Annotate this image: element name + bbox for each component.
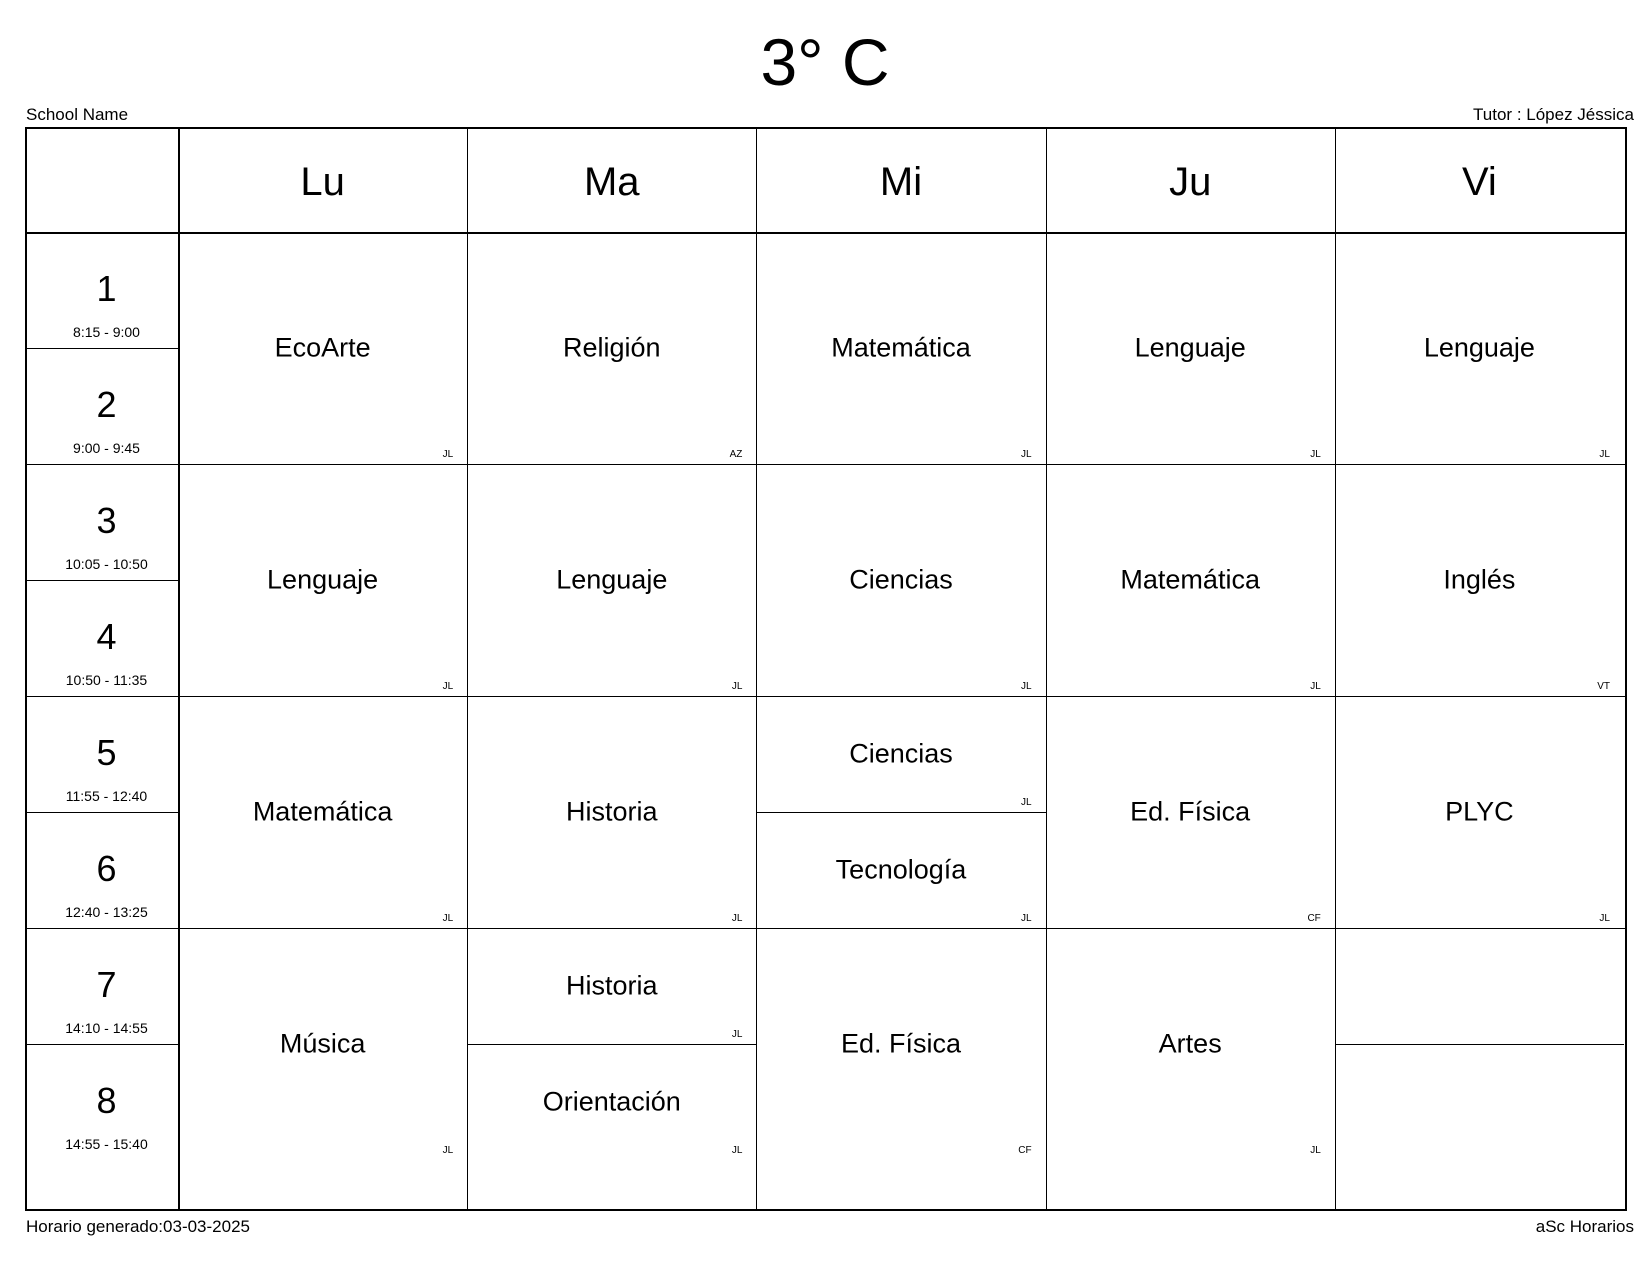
lesson-cell[interactable] [178, 232, 467, 464]
page-title: 3° C [760, 25, 890, 99]
period-number: 5 [96, 732, 117, 773]
lesson-teacher: JL [731, 681, 743, 692]
period-number: 3 [96, 500, 117, 541]
grid-divider [27, 348, 178, 349]
lesson-teacher: JL [731, 1145, 743, 1156]
lesson-teacher: JL [1599, 913, 1610, 924]
period-time: 11:55 - 12:40 [65, 788, 148, 804]
timetable-grid [25, 127, 1627, 1211]
lesson-cell[interactable] [756, 232, 1045, 464]
lesson-cell[interactable] [1046, 464, 1335, 696]
lesson-teacher: JL [731, 1029, 743, 1040]
school-name: School Name [26, 105, 129, 124]
grid-divider [27, 696, 178, 697]
lesson-subject: Matemática [252, 796, 393, 827]
lesson-teacher: CF [1018, 1145, 1032, 1156]
period-time: 14:55 - 15:40 [65, 1136, 148, 1152]
lesson-cell[interactable] [467, 464, 756, 696]
period-time: 10:05 - 10:50 [65, 556, 148, 572]
lesson-cell[interactable] [756, 464, 1045, 696]
lesson-cell[interactable] [1046, 696, 1335, 928]
period-number: 4 [96, 616, 117, 657]
period-number: 8 [96, 1080, 117, 1121]
grid-divider [27, 464, 178, 465]
lesson-subject: Historia [566, 796, 658, 827]
lesson-cell[interactable] [467, 696, 756, 928]
lesson-teacher: JL [1310, 1145, 1321, 1156]
lesson-subject: Lenguaje [267, 564, 379, 595]
lesson-cell[interactable] [756, 928, 1045, 1160]
period-time: 8:15 - 9:00 [73, 324, 140, 340]
period-time: 12:40 - 13:25 [65, 904, 148, 920]
lesson-teacher: JL [1021, 681, 1032, 692]
lesson-teacher: JL [442, 1145, 454, 1156]
lesson-teacher: JL [731, 913, 743, 924]
lesson-subject: Religión [563, 332, 661, 363]
grid-divider [27, 928, 178, 929]
period-time: 9:00 - 9:45 [73, 440, 140, 456]
day-header: Ma [583, 159, 640, 204]
period-number: 2 [96, 384, 117, 425]
grid-divider [27, 580, 178, 581]
lesson-teacher: JL [1021, 449, 1032, 460]
period-number: 6 [96, 848, 117, 889]
lesson-teacher: JL [1310, 449, 1321, 460]
period-time: 14:10 - 14:55 [65, 1020, 148, 1036]
lesson-cell[interactable] [467, 928, 756, 1044]
lesson-subject: Orientación [542, 1086, 681, 1117]
tutor-name: Tutor : López Jéssica [1473, 105, 1634, 124]
lesson-subject: Matemática [831, 332, 971, 363]
lesson-cell[interactable] [756, 812, 1045, 928]
grid-divider [1335, 1044, 1624, 1045]
lesson-cell[interactable] [467, 232, 756, 464]
lesson-teacher: AZ [729, 449, 743, 460]
day-header: Mi [879, 159, 923, 204]
lesson-teacher: CF [1307, 913, 1321, 924]
lesson-teacher: JL [1021, 797, 1032, 808]
lesson-subject: Lenguaje [1423, 332, 1535, 363]
period-time: 10:50 - 11:35 [65, 672, 148, 688]
lesson-teacher: JL [442, 449, 454, 460]
lesson-cell[interactable] [1335, 232, 1624, 464]
lesson-teacher: JL [442, 913, 454, 924]
lesson-cell[interactable] [178, 464, 467, 696]
lesson-subject: Artes [1158, 1028, 1222, 1059]
lesson-cell[interactable] [756, 696, 1045, 812]
lesson-subject: Matemática [1120, 564, 1260, 595]
lesson-cell[interactable] [178, 696, 467, 928]
grid-divider [27, 812, 178, 813]
lesson-subject: Lenguaje [556, 564, 668, 595]
lesson-cell[interactable] [178, 928, 467, 1160]
lesson-cell[interactable] [1335, 696, 1624, 928]
software-brand: aSc Horarios [1535, 1217, 1634, 1236]
lesson-subject: Ed. Física [1130, 796, 1251, 827]
lesson-cell[interactable] [467, 1044, 756, 1160]
period-number: 7 [96, 964, 117, 1005]
grid-divider [27, 1044, 178, 1045]
lesson-subject: Ciencias [849, 738, 953, 769]
lesson-subject: PLYC [1445, 796, 1514, 827]
lesson-teacher: JL [442, 681, 454, 692]
lesson-subject: Ciencias [849, 564, 953, 595]
lesson-subject: Lenguaje [1134, 332, 1246, 363]
lesson-subject: Inglés [1443, 564, 1516, 595]
lesson-cell[interactable] [1335, 464, 1624, 696]
lesson-subject: EcoArte [274, 332, 371, 363]
generated-date: Horario generado:03-03-2025 [26, 1217, 250, 1236]
lesson-subject: Música [279, 1028, 366, 1059]
lesson-teacher: JL [1599, 449, 1610, 460]
lesson-teacher: JL [1021, 913, 1032, 924]
day-header: Ju [1169, 159, 1212, 204]
lesson-subject: Tecnología [835, 854, 967, 885]
day-header: Vi [1461, 159, 1497, 204]
lesson-subject: Ed. Física [840, 1028, 961, 1059]
lesson-subject: Historia [566, 970, 658, 1001]
lesson-teacher: VT [1597, 681, 1610, 692]
lesson-teacher: JL [1310, 681, 1321, 692]
period-number: 1 [96, 268, 117, 309]
lesson-cell[interactable] [1046, 928, 1335, 1160]
day-header: Lu [300, 159, 345, 204]
lesson-cell[interactable] [1046, 232, 1335, 464]
